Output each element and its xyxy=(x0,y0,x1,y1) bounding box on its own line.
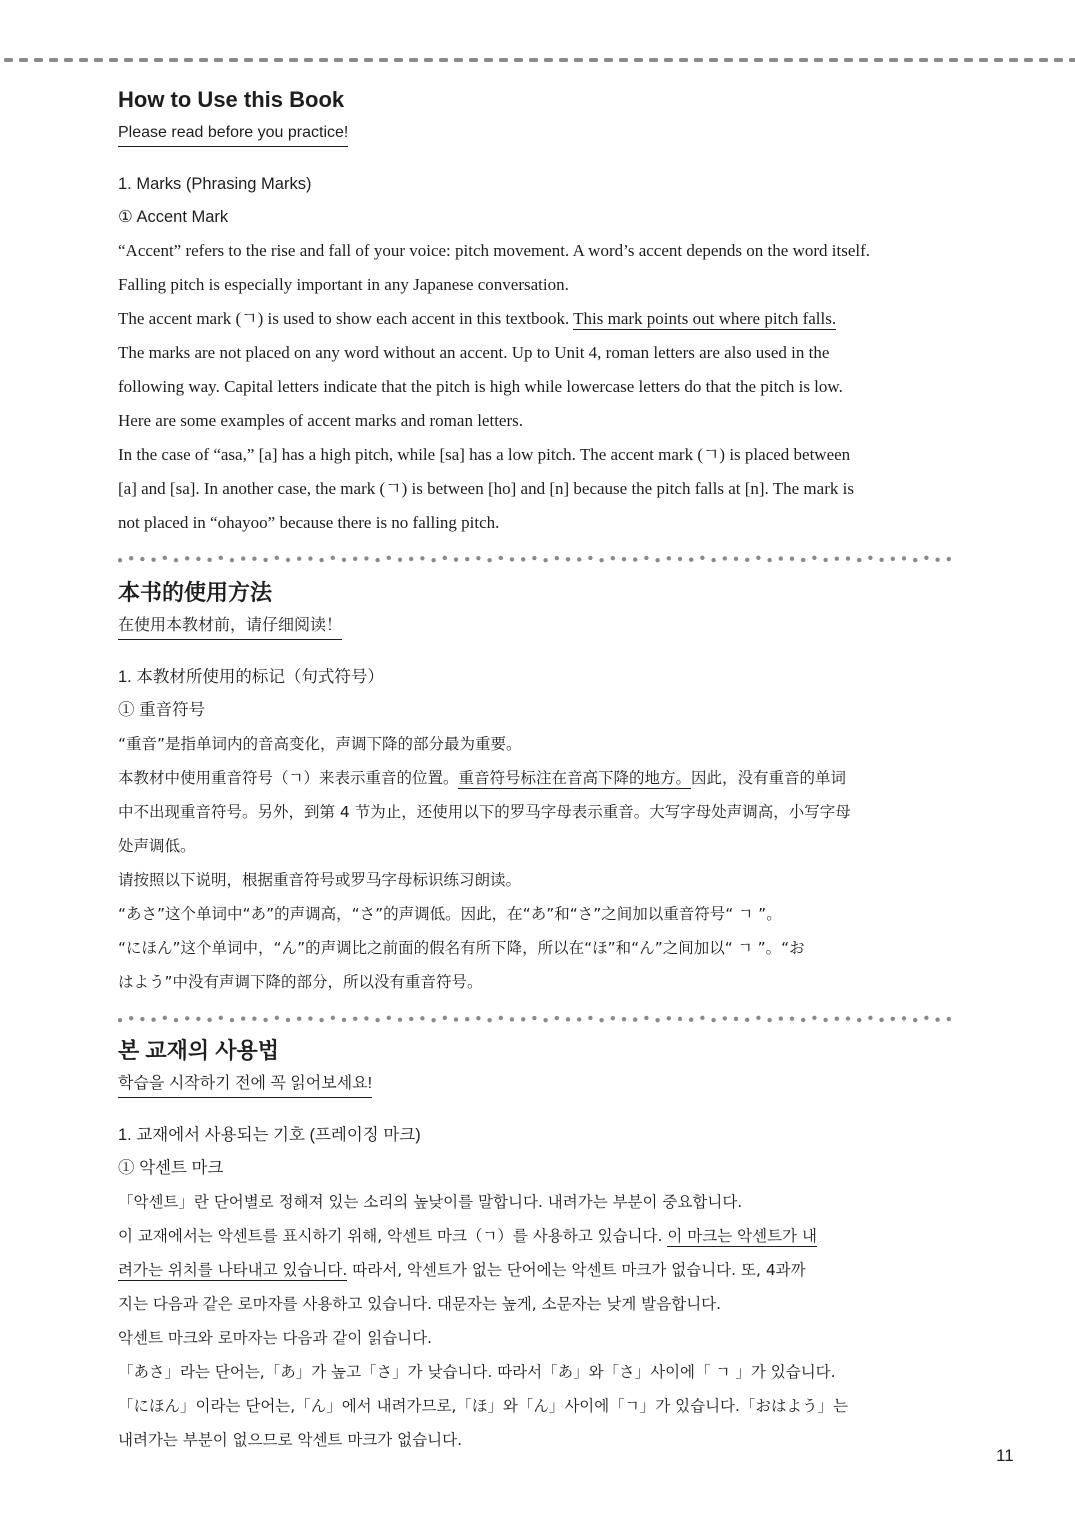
korean-line: 내려가는 부분이 없으므로 악센트 마크가 없습니다. xyxy=(118,1431,462,1449)
english-title: How to Use this Book xyxy=(118,87,345,112)
english-heading: 1. Marks (Phrasing Marks) xyxy=(118,175,312,193)
english-line: following way. Capital letters indicate that the pitch is high while lowercase letters do that the pitch is low. xyxy=(118,377,843,396)
korean-subheading: ① 악센트 마크 xyxy=(118,1159,224,1177)
english-line: not placed in “ohayoo” because there is no falling pitch. xyxy=(118,513,500,532)
top-decorative-border xyxy=(0,52,1075,68)
english-section xyxy=(118,86,958,540)
chinese-line: 中不出现重音符号。另外，到第 4 节为止，还使用以下的罗马字母表示重音。大写字母处声调高，小写字母 xyxy=(118,803,851,821)
english-body xyxy=(118,234,958,540)
english-line: The marks are not placed on any word without an accent. Up to Unit 4, roman letters are also used in the xyxy=(118,343,830,362)
korean-heading: 1. 교재에서 사용되는 기호 (프레이징 마크) xyxy=(118,1126,421,1144)
chinese-subheading: ① 重音符号 xyxy=(118,701,206,719)
english-line: “Accent” refers to the rise and fall of your voice: pitch movement. A word’s accent depends on the word itself. xyxy=(118,241,871,260)
chinese-line: 请按照以下说明，根据重音符号或罗马字母标识练习朗读。 xyxy=(118,871,522,889)
english-underlined-phrase: This mark points out where pitch falls. xyxy=(573,309,837,328)
chinese-line: “重音”是指单词内的音高变化，声调下降的部分最为重要。 xyxy=(118,735,522,753)
korean-underlined-phrase: 이 마크는 악센트가 내 xyxy=(667,1227,817,1245)
chinese-line: “あさ”这个单词中“あ”的声调高，“さ”的声调低。因此，在“あ”和“さ”之间加以重音符号“ ㄱ ”。 xyxy=(118,905,782,923)
chinese-underlined-phrase: 重音符号标注在音高下降的地方。 xyxy=(458,769,691,787)
korean-line: 악센트 마크와 로마자는 다음과 같이 읽습니다. xyxy=(118,1329,433,1347)
chinese-title: 本书的使用方法 xyxy=(118,580,273,605)
chinese-line xyxy=(118,761,958,795)
chinese-body xyxy=(118,727,958,999)
chinese-line: はよう”中没有声调下降的部分，所以没有重音符号。 xyxy=(118,973,483,991)
korean-line xyxy=(118,1253,958,1287)
chinese-line: “にほん”这个单词中，“ん”的声调比之前面的假名有所下降，所以在“ほ”和“ん”之间加以“ ㄱ ”。“お xyxy=(118,939,805,957)
english-line: Falling pitch is especially important in any Japanese conversation. xyxy=(118,275,569,294)
korean-title: 본 교재의 사용법 xyxy=(118,1038,279,1063)
dotted-divider xyxy=(118,1012,960,1026)
english-line: [a] and [sa]. In another case, the mark (ㄱ) is between [ho] and [n] because the pitch falls at [n]. The mark is xyxy=(118,479,854,498)
korean-line: 「악센트」란 단어별로 정해져 있는 소리의 높낮이를 말합니다. 내려가는 부분이 중요합니다. xyxy=(118,1193,743,1211)
korean-section xyxy=(118,1037,958,1457)
page-number: 11 xyxy=(996,1446,1014,1465)
korean-line-part: 이 교재에서는 악센트를 표시하기 위해, 악센트 마크（ㄱ）를 사용하고 있습니다. xyxy=(118,1227,668,1245)
chinese-section xyxy=(118,579,958,999)
chinese-line: 处声调低。 xyxy=(118,837,196,855)
korean-line-part: 따라서, 악센트가 없는 단어에는 악센트 마크가 없습니다. 또, 4과까 xyxy=(347,1261,806,1279)
chinese-subtitle: 在使用本教材前，请仔细阅读！ xyxy=(118,616,342,640)
korean-line: 「あさ」라는 단어는,「あ」가 높고「さ」가 낮습니다. 따라서「あ」와「さ」사이에「 ㄱ 」가 있습니다. xyxy=(118,1363,836,1381)
korean-underlined-phrase: 려가는 위치를 나타내고 있습니다. xyxy=(118,1261,348,1279)
english-line: Here are some examples of accent marks and roman letters. xyxy=(118,411,523,430)
english-line: In the case of “asa,” [a] has a high pitch, while [sa] has a low pitch. The accent mark (ㄱ) is placed between xyxy=(118,445,851,464)
english-line-part: The accent mark (ㄱ) is used to show each accent in this textbook. xyxy=(118,309,574,328)
chinese-line-part: 因此，没有重音的单词 xyxy=(691,769,847,787)
korean-line xyxy=(118,1219,958,1253)
korean-subtitle: 학습을 시작하기 전에 꼭 읽어보세요! xyxy=(118,1074,372,1098)
korean-line: 「にほん」이라는 단어는,「ん」에서 내려가므로,「ほ」와「ん」사이에「ㄱ」가 있습니다.「おはよう」는 xyxy=(118,1397,848,1415)
korean-line: 지는 다음과 같은 로마자를 사용하고 있습니다. 대문자는 높게, 소문자는 낮게 발음합니다. xyxy=(118,1295,722,1313)
english-line xyxy=(118,302,958,336)
english-subheading: ① Accent Mark xyxy=(118,208,229,226)
english-subtitle: Please read before you practice! xyxy=(118,123,348,147)
chinese-heading: 1. 本教材所使用的标记（句式符号） xyxy=(118,668,384,686)
chinese-line-part: 本教材中使用重音符号（ㄱ）来表示重音的位置。 xyxy=(118,769,459,787)
korean-body xyxy=(118,1185,958,1457)
dotted-divider xyxy=(118,552,960,566)
